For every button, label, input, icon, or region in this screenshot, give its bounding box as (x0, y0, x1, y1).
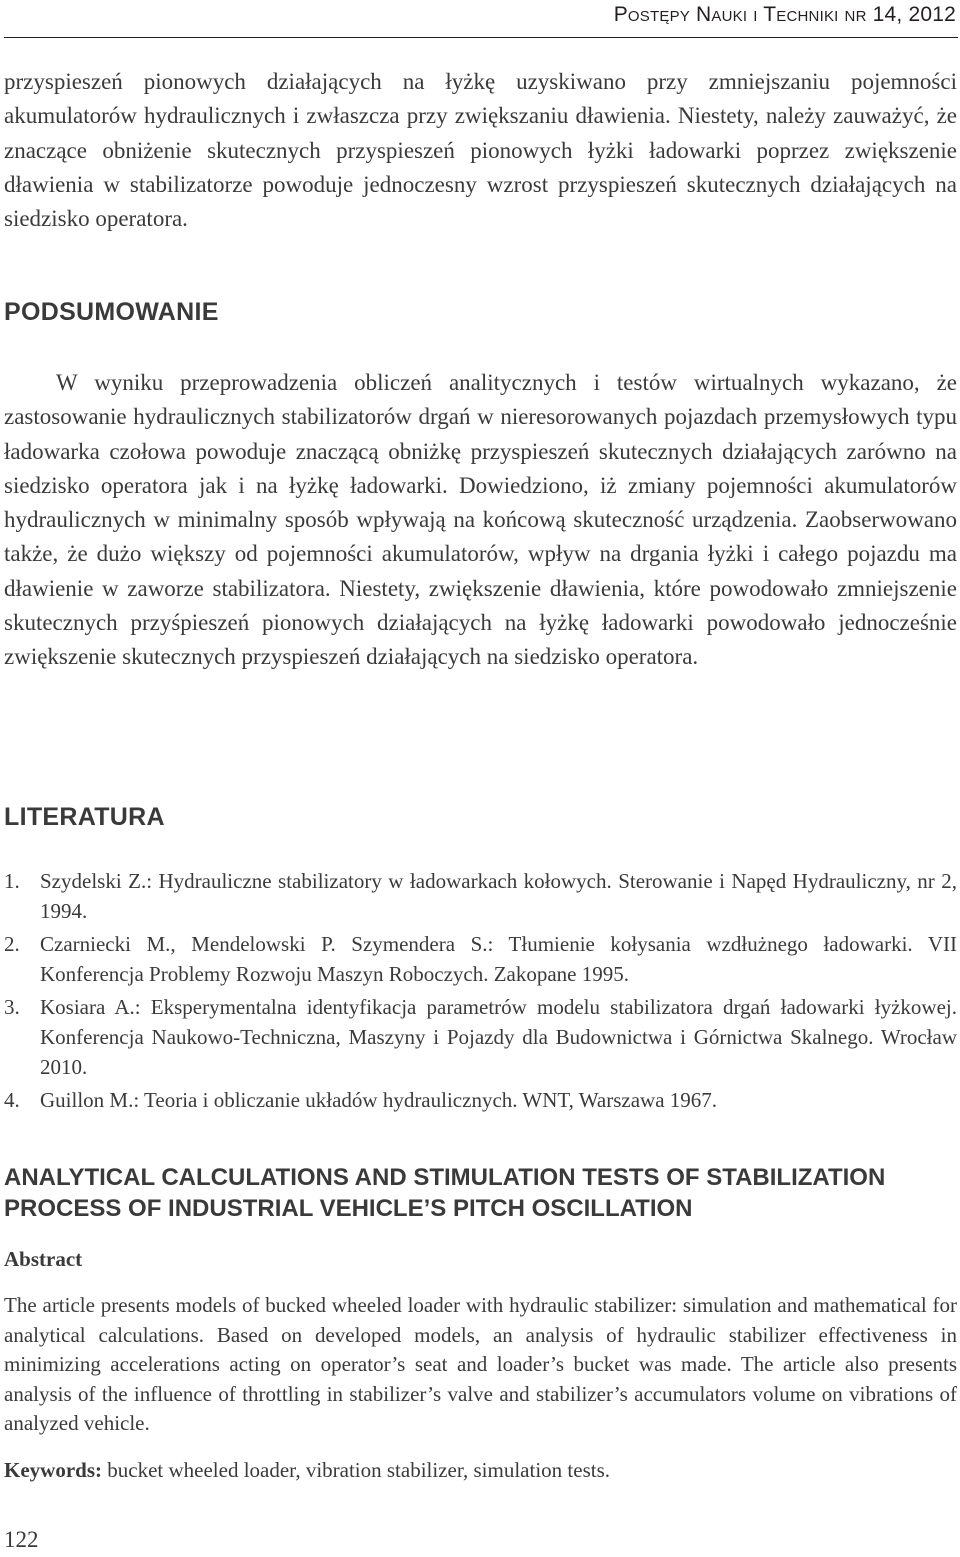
reference-item (4, 866, 957, 926)
page-number: 122 (4, 1527, 39, 1552)
reference-item (4, 1085, 957, 1115)
reference-list (4, 866, 957, 1118)
reference-number: 1. (4, 869, 20, 893)
abstract-heading: Abstract (4, 1247, 83, 1271)
keywords-text: bucket wheeled loader, vibration stabilizer, simulation tests. (102, 1458, 611, 1482)
summary-paragraph: W wyniku przeprowadzenia obliczeń analitycznych i testów wirtualnych wykazano, że zastosowanie hydraulicznych stabilizatorów drgań w nieresorowanych pojazdach przemysłowych typu ładowarka czołowa powoduje znaczącą obniżkę przyspieszeń skutecznych działających zarówno na siedzisko operatora jak i na łyżkę ładowarki. Dowiedziono, iż zmiany pojemności akumulatorów hydraulicznych w minimalny sposób wpływają na końcową skuteczność urządzenia. Zaobserwowano także, że dużo większy od pojemności akumulatorów, wpływ na drgania łyżki i całego pojazdu ma dławienie w zaworze stabilizatora. Niestety, zwiększenie dławienia, które powodowało zmniejszenie skutecznych przyśpieszeń pionowych działających na łyżkę ładowarki powodowało jednocześnie zwiększenie skutecznych przyspieszeń działających na siedzisko operatora. (4, 370, 957, 670)
header-rule (4, 37, 958, 38)
reference-text: Szydelski Z.: Hydrauliczne stabilizatory w ładowarkach kołowych. Sterowanie i Napęd Hydrauliczny, nr 2, 1994. (40, 869, 957, 923)
reference-text: Czarniecki M., Mendelowski P. Szymendera S.: Tłumienie kołysania wzdłużnego ładowarki. VII Konferencja Problemy Rozwoju Maszyn Roboczych. Zakopane 1995. (40, 932, 957, 986)
summary-heading: PODSUMOWANIE (4, 298, 219, 326)
reference-number: 4. (4, 1088, 20, 1112)
reference-number: 2. (4, 932, 20, 956)
english-title: ANALYTICAL CALCULATIONS AND STIMULATION TESTS OF STABILIZATION PROCESS OF INDUSTRIAL VEHICLE’S PITCH OSCILLATION (4, 1164, 886, 1222)
reference-number: 3. (4, 995, 20, 1019)
keywords (4, 1455, 957, 1485)
running-header: Postępy Nauki i Techniki nr 14, 2012 (613, 3, 956, 26)
keywords-label: Keywords: (4, 1458, 102, 1482)
reference-item (4, 929, 957, 989)
reference-item (4, 992, 957, 1082)
literature-heading: LITERATURA (4, 803, 165, 831)
reference-text: Guillon M.: Teoria i obliczanie układów hydraulicznych. WNT, Warszawa 1967. (40, 1088, 718, 1112)
abstract-text: The article presents models of bucked wheeled loader with hydraulic stabilizer: simulation and mathematical for analytical calculations. Based on developed models, an analysis of hydraulic stabilizer effectiveness in minimizing accelerations acting on operator’s seat and loader’s bucket was made. The article also presents analysis of the influence of throttling in stabilizer’s valve and stabilizer’s accumulators volume on vibrations of analyzed vehicle. (4, 1293, 957, 1436)
reference-text: Kosiara A.: Eksperymentalna identyfikacja parametrów modelu stabilizatora drgań ładowarki łyżkowej. Konferencja Naukowo-Techniczna, Maszyny i Pojazdy dla Budownictwa i Górnictwa Skalnego. Wrocław 2010. (40, 995, 957, 1079)
intro-paragraph: przyspieszeń pionowych działających na łyżkę uzyskiwano przy zmniejszaniu pojemności akumulatorów hydraulicznych i zwłaszcza przy zwiększaniu dławienia. Niestety, należy zauważyć, że znaczące obniżenie skutecznych przyspieszeń pionowych łyżki ładowarki poprzez zwiększenie dławienia w stabilizatorze powoduje jednoczesny wzrost przyspieszeń skutecznych działających na siedzisko operatora. (4, 69, 957, 232)
